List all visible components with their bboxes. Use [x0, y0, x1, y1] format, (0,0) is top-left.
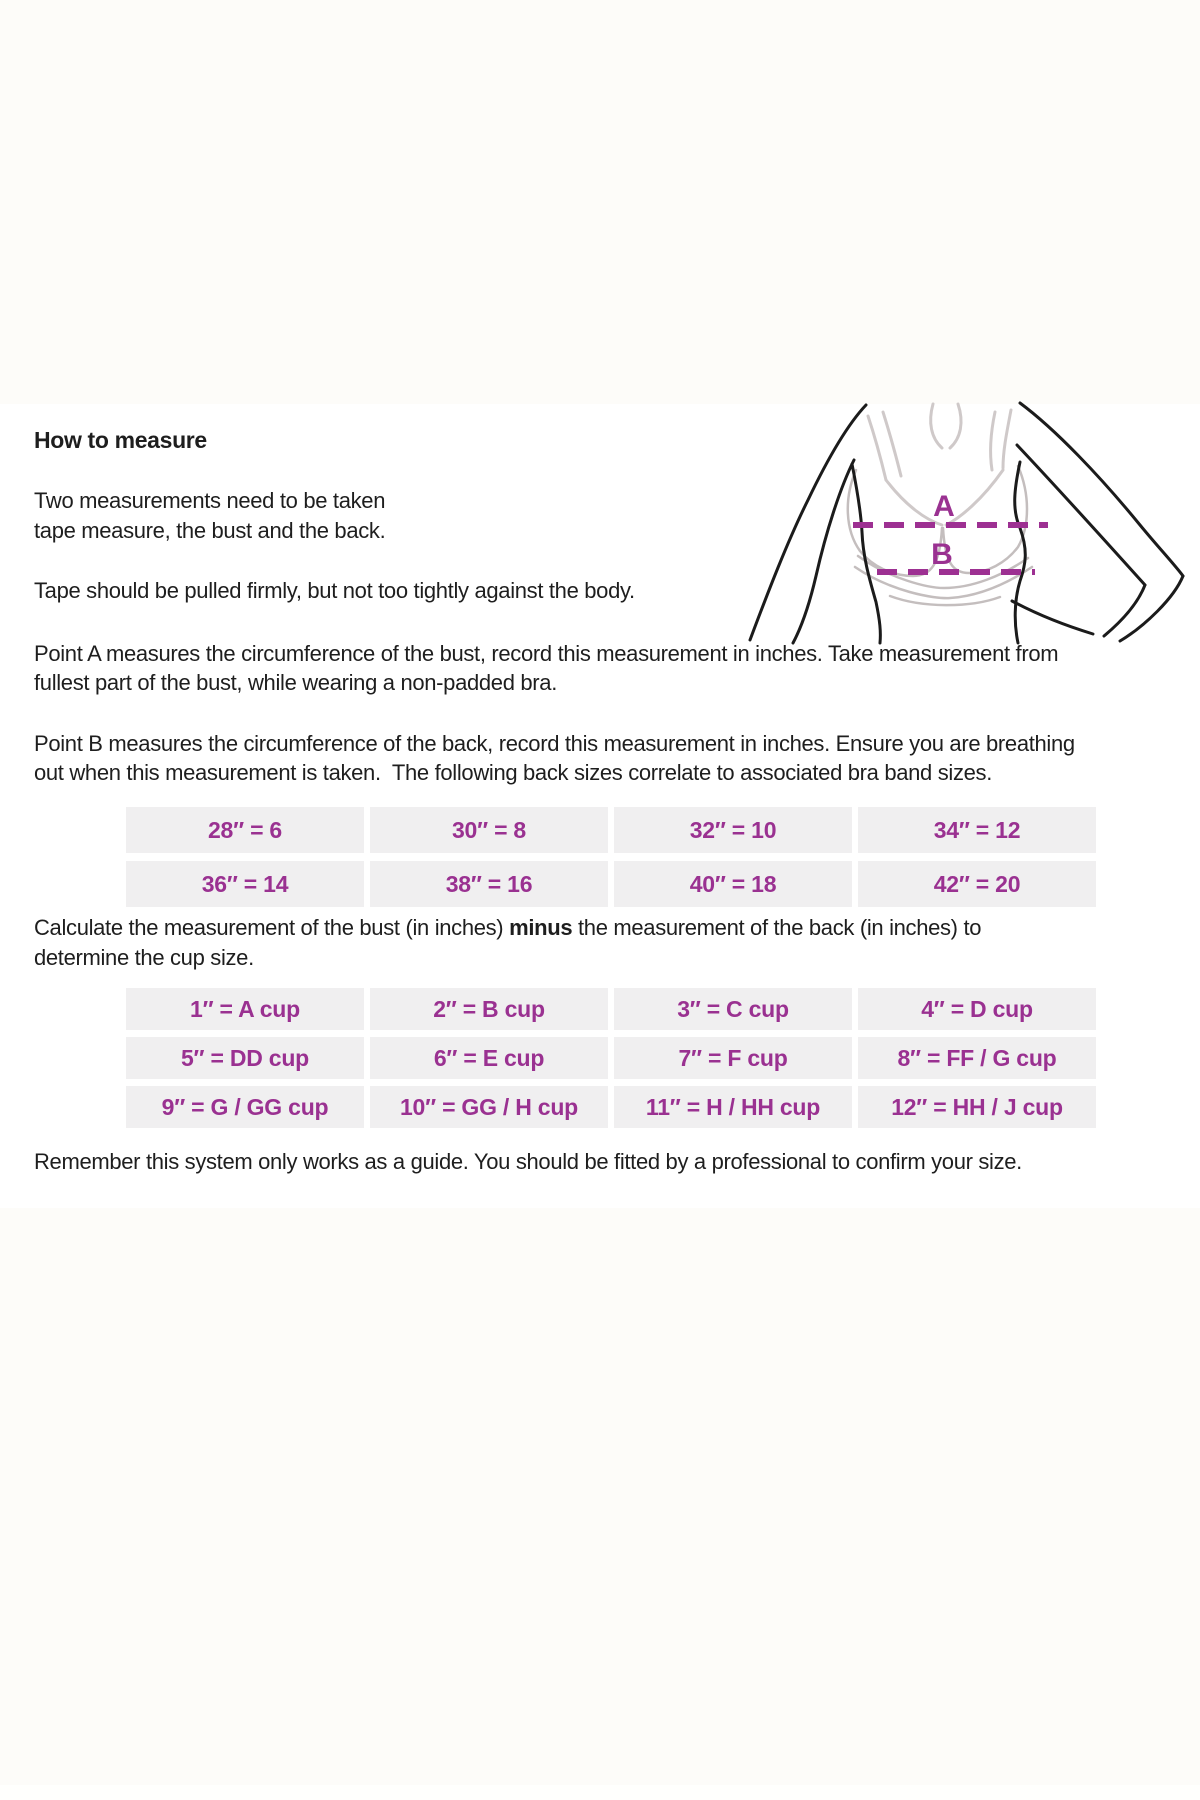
band-size-cell: 30″ = 8 — [370, 807, 608, 853]
cup-size-cell: 12″ = HH / J cup — [858, 1086, 1096, 1128]
band-size-cell: 34″ = 12 — [858, 807, 1096, 853]
cup-size-cell: 10″ = GG / H cup — [370, 1086, 608, 1128]
measurement-diagram — [690, 400, 1200, 645]
intro-line-1: Two measurements need to be taken — [34, 488, 386, 513]
calculate-line-2: determine the cup size. — [34, 945, 254, 970]
diagram-label-a: A — [933, 490, 955, 523]
band-size-cell: 28″ = 6 — [126, 807, 364, 853]
cup-size-cell: 1″ = A cup — [126, 988, 364, 1030]
point-a-line-1: Point A measures the circumference of the bust, record this measurement in inches. Take measurement from — [34, 641, 1059, 666]
point-a-line-2: fullest part of the bust, while wearing a non-padded bra. — [34, 670, 557, 695]
cup-size-cell: 4″ = D cup — [858, 988, 1096, 1030]
band-size-cell: 40″ = 18 — [614, 861, 852, 907]
cup-size-cell: 11″ = H / HH cup — [614, 1086, 852, 1128]
calculate-text: Calculate the measurement of the bust (in inches) — [34, 915, 510, 940]
cup-size-cell: 8″ = FF / G cup — [858, 1037, 1096, 1079]
cup-size-cell: 7″ = F cup — [614, 1037, 852, 1079]
cup-size-cell: 9″ = G / GG cup — [126, 1086, 364, 1128]
diagram-label-b: B — [931, 538, 953, 571]
tape-note: Tape should be pulled firmly, but not too tightly against the body. — [34, 578, 635, 603]
calculate-line-1 — [34, 914, 981, 942]
band-size-table — [126, 807, 1096, 907]
cup-size-cell: 3″ = C cup — [614, 988, 852, 1030]
torso-sketch-icon — [690, 400, 1200, 645]
page-title: How to measure — [34, 427, 207, 453]
calculate-text: the measurement of the back (in inches) to — [572, 915, 982, 940]
calculate-minus-emphasis: minus — [509, 915, 573, 940]
cup-size-cell: 6″ = E cup — [370, 1037, 608, 1079]
point-b-line-2: out when this measurement is taken. The following back sizes correlate to associated bra band sizes. — [34, 760, 993, 785]
band-size-cell: 36″ = 14 — [126, 861, 364, 907]
intro-line-2: tape measure, the bust and the back. — [34, 518, 386, 543]
cup-size-table — [126, 988, 1096, 1128]
point-b-line-1: Point B measures the circumference of the back, record this measurement in inches. Ensure you are breathing — [34, 731, 1075, 756]
cup-size-cell: 2″ = B cup — [370, 988, 608, 1030]
footer-note: Remember this system only works as a guide. You should be fitted by a professional to confirm your size. — [34, 1149, 1022, 1174]
band-size-cell: 42″ = 20 — [858, 861, 1096, 907]
bottom-strip — [0, 1785, 1200, 1800]
cup-size-cell: 5″ = DD cup — [126, 1037, 364, 1079]
band-size-cell: 32″ = 10 — [614, 807, 852, 853]
band-size-cell: 38″ = 16 — [370, 861, 608, 907]
